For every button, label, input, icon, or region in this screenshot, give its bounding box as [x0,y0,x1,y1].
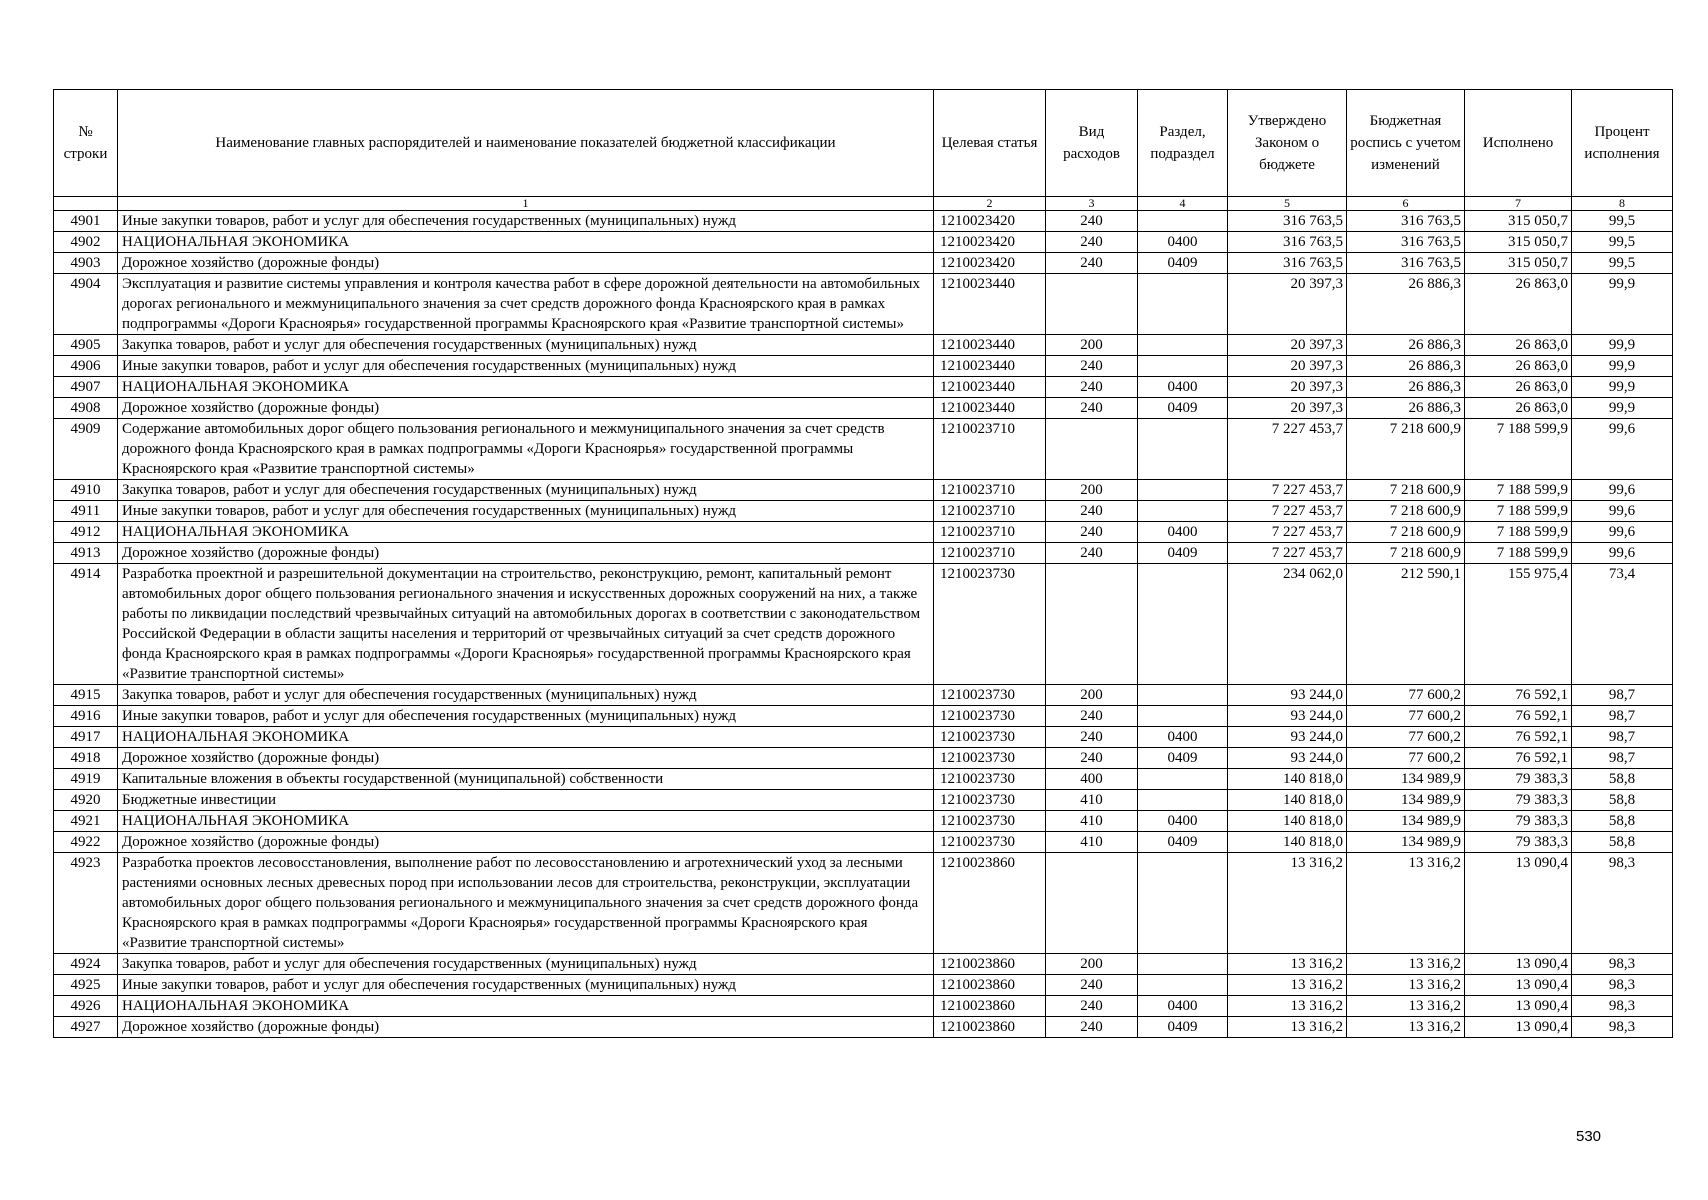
percent-cell: 98,3 [1572,954,1673,975]
approved-cell: 7 227 453,7 [1228,522,1347,543]
section-cell [1138,274,1228,335]
approved-cell: 20 397,3 [1228,335,1347,356]
table-row [54,748,1673,769]
target-article-cell: 1210023420 [934,232,1046,253]
table-row [54,356,1673,377]
executed-cell: 7 188 599,9 [1465,543,1572,564]
row-number-cell: 4922 [54,832,118,853]
executed-cell: 76 592,1 [1465,748,1572,769]
section-cell [1138,685,1228,706]
percent-cell: 58,8 [1572,790,1673,811]
target-article-cell: 1210023420 [934,253,1046,274]
executed-cell: 76 592,1 [1465,706,1572,727]
name-cell: Иные закупки товаров, работ и услуг для обеспечения государственных (муниципальных) нужд [118,975,934,996]
expense-kind-cell: 400 [1046,769,1138,790]
row-number-cell: 4923 [54,853,118,954]
section-cell: 0409 [1138,543,1228,564]
row-number-cell: 4902 [54,232,118,253]
percent-cell: 99,5 [1572,232,1673,253]
row-number-cell: 4920 [54,790,118,811]
header-target-article: Целевая статья [934,90,1046,197]
section-cell: 0409 [1138,1017,1228,1038]
expense-kind-cell: 240 [1046,706,1138,727]
table-row [54,954,1673,975]
approved-cell: 7 227 453,7 [1228,419,1347,480]
target-article-cell: 1210023730 [934,685,1046,706]
expense-kind-cell: 410 [1046,832,1138,853]
approved-cell: 13 316,2 [1228,853,1347,954]
target-article-cell: 1210023860 [934,954,1046,975]
budget-schedule-cell: 13 316,2 [1347,954,1465,975]
percent-cell: 98,3 [1572,853,1673,954]
name-cell: НАЦИОНАЛЬНАЯ ЭКОНОМИКА [118,522,934,543]
row-number-cell: 4919 [54,769,118,790]
expense-kind-cell: 240 [1046,211,1138,232]
page-number: 530 [1576,1128,1602,1145]
approved-cell: 13 316,2 [1228,996,1347,1017]
section-cell [1138,480,1228,501]
approved-cell: 140 818,0 [1228,832,1347,853]
executed-cell: 13 090,4 [1465,853,1572,954]
column-index: 7 [1465,197,1572,211]
row-number-cell: 4921 [54,811,118,832]
row-number-cell: 4906 [54,356,118,377]
row-number-cell: 4924 [54,954,118,975]
budget-schedule-cell: 316 763,5 [1347,232,1465,253]
budget-schedule-cell: 77 600,2 [1347,706,1465,727]
table-row [54,377,1673,398]
header-budget-schedule: Бюджетная роспись с учетом изменений [1347,90,1465,197]
header-row [54,90,1673,197]
section-cell: 0400 [1138,727,1228,748]
expense-kind-cell [1046,419,1138,480]
percent-cell: 98,7 [1572,748,1673,769]
expense-kind-cell: 240 [1046,543,1138,564]
budget-schedule-cell: 134 989,9 [1347,832,1465,853]
executed-cell: 315 050,7 [1465,211,1572,232]
name-cell: Закупка товаров, работ и услуг для обеспечения государственных (муниципальных) нужд [118,480,934,501]
executed-cell: 7 188 599,9 [1465,501,1572,522]
name-cell: Капитальные вложения в объекты государственной (муниципальной) собственности [118,769,934,790]
name-cell: Дорожное хозяйство (дорожные фонды) [118,398,934,419]
table-row [54,398,1673,419]
header-approved: Утверждено Законом о бюджете [1228,90,1347,197]
section-cell: 0400 [1138,522,1228,543]
budget-schedule-cell: 26 886,3 [1347,335,1465,356]
name-cell: НАЦИОНАЛЬНАЯ ЭКОНОМИКА [118,996,934,1017]
name-cell: Эксплуатация и развитие системы управления и контроля качества работ в сфере дорожной деятельности на автомобильных дорогах регионального и межмуниципального значения за счет средств дорожного фонда Красноярского края в рамках подпрограммы «Дороги Красноярья» государственной программы Красноярского края «Развитие транспортной системы» [118,274,934,335]
target-article-cell: 1210023730 [934,748,1046,769]
expense-kind-cell: 410 [1046,790,1138,811]
percent-cell: 98,3 [1572,1017,1673,1038]
percent-cell: 98,7 [1572,727,1673,748]
header-executed: Исполнено [1465,90,1572,197]
section-cell: 0400 [1138,996,1228,1017]
section-cell: 0409 [1138,748,1228,769]
executed-cell: 155 975,4 [1465,564,1572,685]
section-cell: 0400 [1138,811,1228,832]
approved-cell: 234 062,0 [1228,564,1347,685]
name-cell: НАЦИОНАЛЬНАЯ ЭКОНОМИКА [118,377,934,398]
table-row [54,335,1673,356]
percent-cell: 98,7 [1572,706,1673,727]
name-cell: Дорожное хозяйство (дорожные фонды) [118,253,934,274]
table-row [54,480,1673,501]
approved-cell: 140 818,0 [1228,790,1347,811]
executed-cell: 7 188 599,9 [1465,419,1572,480]
row-number-cell: 4905 [54,335,118,356]
header-section: Раздел, подраздел [1138,90,1228,197]
section-cell [1138,975,1228,996]
budget-schedule-cell: 7 218 600,9 [1347,480,1465,501]
approved-cell: 13 316,2 [1228,954,1347,975]
budget-schedule-cell: 7 218 600,9 [1347,501,1465,522]
expense-kind-cell: 240 [1046,727,1138,748]
table-row [54,811,1673,832]
name-cell: Иные закупки товаров, работ и услуг для обеспечения государственных (муниципальных) нужд [118,211,934,232]
name-cell: Содержание автомобильных дорог общего пользования регионального и межмуниципального значения за счет средств дорожного фонда Красноярского края в рамках подпрограммы «Дороги Красноярья» государственной программы Красноярского края «Развитие транспортной системы» [118,419,934,480]
budget-schedule-cell: 134 989,9 [1347,769,1465,790]
row-number-cell: 4925 [54,975,118,996]
approved-cell: 93 244,0 [1228,706,1347,727]
expense-kind-cell: 240 [1046,501,1138,522]
column-index: 8 [1572,197,1673,211]
row-number-cell: 4918 [54,748,118,769]
percent-cell: 98,7 [1572,685,1673,706]
executed-cell: 13 090,4 [1465,996,1572,1017]
section-cell [1138,790,1228,811]
percent-cell: 99,9 [1572,398,1673,419]
executed-cell: 13 090,4 [1465,954,1572,975]
expense-kind-cell [1046,274,1138,335]
executed-cell: 26 863,0 [1465,274,1572,335]
target-article-cell: 1210023420 [934,211,1046,232]
expense-kind-cell: 200 [1046,954,1138,975]
target-article-cell: 1210023440 [934,398,1046,419]
expense-kind-cell: 410 [1046,811,1138,832]
target-article-cell: 1210023710 [934,522,1046,543]
name-cell: Дорожное хозяйство (дорожные фонды) [118,832,934,853]
budget-schedule-cell: 7 218 600,9 [1347,522,1465,543]
name-cell: Дорожное хозяйство (дорожные фонды) [118,543,934,564]
approved-cell: 7 227 453,7 [1228,480,1347,501]
table-row [54,790,1673,811]
percent-cell: 73,4 [1572,564,1673,685]
column-index [54,197,118,211]
expense-kind-cell: 240 [1046,356,1138,377]
budget-execution-table [53,89,1673,1038]
approved-cell: 140 818,0 [1228,811,1347,832]
target-article-cell: 1210023860 [934,853,1046,954]
budget-schedule-cell: 26 886,3 [1347,398,1465,419]
budget-schedule-cell: 26 886,3 [1347,274,1465,335]
row-number-cell: 4911 [54,501,118,522]
approved-cell: 20 397,3 [1228,356,1347,377]
column-index-row [54,197,1673,211]
expense-kind-cell: 200 [1046,685,1138,706]
table-row [54,853,1673,954]
row-number-cell: 4908 [54,398,118,419]
percent-cell: 98,3 [1572,996,1673,1017]
target-article-cell: 1210023440 [934,356,1046,377]
budget-schedule-cell: 316 763,5 [1347,253,1465,274]
executed-cell: 13 090,4 [1465,1017,1572,1038]
percent-cell: 99,9 [1572,377,1673,398]
row-number-cell: 4901 [54,211,118,232]
executed-cell: 26 863,0 [1465,377,1572,398]
column-index: 1 [118,197,934,211]
expense-kind-cell: 200 [1046,335,1138,356]
target-article-cell: 1210023440 [934,274,1046,335]
percent-cell: 99,5 [1572,211,1673,232]
table-row [54,996,1673,1017]
budget-schedule-cell: 316 763,5 [1347,211,1465,232]
column-index: 6 [1347,197,1465,211]
section-cell [1138,853,1228,954]
target-article-cell: 1210023730 [934,832,1046,853]
executed-cell: 79 383,3 [1465,790,1572,811]
target-article-cell: 1210023440 [934,335,1046,356]
table-row [54,564,1673,685]
expense-kind-cell: 240 [1046,398,1138,419]
table-row [54,522,1673,543]
expense-kind-cell: 240 [1046,377,1138,398]
percent-cell: 99,6 [1572,480,1673,501]
name-cell: НАЦИОНАЛЬНАЯ ЭКОНОМИКА [118,811,934,832]
percent-cell: 99,6 [1572,543,1673,564]
percent-cell: 99,6 [1572,501,1673,522]
section-cell [1138,501,1228,522]
budget-schedule-cell: 7 218 600,9 [1347,543,1465,564]
row-number-cell: 4915 [54,685,118,706]
budget-schedule-cell: 77 600,2 [1347,748,1465,769]
budget-schedule-cell: 13 316,2 [1347,1017,1465,1038]
name-cell: Разработка проектной и разрешительной документации на строительство, реконструкцию, ремонт, капитальный ремонт автомобильных дорог общего пользования регионального значения и искусственных дорожных сооружений на них, а также работы по ликвидации последствий чрезвычайных ситуаций на автомобильных дорогах в соответствии с законодательством Российской Федерации в области защиты населения и территорий от чрезвычайных ситуаций за счет средств дорожного фонда Красноярского края в рамках подпрограммы «Дороги Красноярья» государственной программы Красноярского края «Развитие транспортной системы» [118,564,934,685]
section-cell: 0409 [1138,398,1228,419]
target-article-cell: 1210023730 [934,706,1046,727]
section-cell: 0409 [1138,832,1228,853]
target-article-cell: 1210023710 [934,501,1046,522]
name-cell: Закупка товаров, работ и услуг для обеспечения государственных (муниципальных) нужд [118,685,934,706]
row-number-cell: 4909 [54,419,118,480]
table-row [54,769,1673,790]
percent-cell: 99,5 [1572,253,1673,274]
budget-schedule-cell: 134 989,9 [1347,790,1465,811]
table-row [54,975,1673,996]
table-row [54,685,1673,706]
name-cell: Иные закупки товаров, работ и услуг для обеспечения государственных (муниципальных) нужд [118,356,934,377]
table-body [54,211,1673,1038]
executed-cell: 315 050,7 [1465,253,1572,274]
approved-cell: 20 397,3 [1228,398,1347,419]
target-article-cell: 1210023860 [934,1017,1046,1038]
header-name: Наименование главных распорядителей и наименование показателей бюджетной классификации [118,90,934,197]
budget-table-container [53,89,1673,1038]
expense-kind-cell [1046,564,1138,685]
budget-schedule-cell: 212 590,1 [1347,564,1465,685]
name-cell: Закупка товаров, работ и услуг для обеспечения государственных (муниципальных) нужд [118,954,934,975]
header-row-number: № строки [54,90,118,197]
target-article-cell: 1210023440 [934,377,1046,398]
approved-cell: 93 244,0 [1228,685,1347,706]
section-cell [1138,335,1228,356]
executed-cell: 7 188 599,9 [1465,480,1572,501]
name-cell: Дорожное хозяйство (дорожные фонды) [118,748,934,769]
name-cell: Бюджетные инвестиции [118,790,934,811]
expense-kind-cell: 240 [1046,748,1138,769]
approved-cell: 7 227 453,7 [1228,543,1347,564]
section-cell [1138,706,1228,727]
percent-cell: 99,9 [1572,335,1673,356]
table-row [54,727,1673,748]
table-row [54,501,1673,522]
row-number-cell: 4907 [54,377,118,398]
approved-cell: 20 397,3 [1228,274,1347,335]
row-number-cell: 4917 [54,727,118,748]
approved-cell: 316 763,5 [1228,211,1347,232]
table-row [54,706,1673,727]
budget-schedule-cell: 13 316,2 [1347,996,1465,1017]
percent-cell: 58,8 [1572,811,1673,832]
name-cell: Закупка товаров, работ и услуг для обеспечения государственных (муниципальных) нужд [118,335,934,356]
target-article-cell: 1210023730 [934,811,1046,832]
row-number-cell: 4910 [54,480,118,501]
header-percent: Процент исполнения [1572,90,1673,197]
name-cell: Иные закупки товаров, работ и услуг для обеспечения государственных (муниципальных) нужд [118,706,934,727]
executed-cell: 13 090,4 [1465,975,1572,996]
percent-cell: 99,9 [1572,274,1673,335]
row-number-cell: 4903 [54,253,118,274]
budget-schedule-cell: 26 886,3 [1347,356,1465,377]
row-number-cell: 4904 [54,274,118,335]
table-row [54,253,1673,274]
target-article-cell: 1210023710 [934,419,1046,480]
table-row [54,832,1673,853]
target-article-cell: 1210023710 [934,543,1046,564]
expense-kind-cell: 200 [1046,480,1138,501]
table-row [54,274,1673,335]
percent-cell: 58,8 [1572,769,1673,790]
name-cell: Дорожное хозяйство (дорожные фонды) [118,1017,934,1038]
row-number-cell: 4926 [54,996,118,1017]
column-index: 4 [1138,197,1228,211]
section-cell [1138,769,1228,790]
budget-schedule-cell: 7 218 600,9 [1347,419,1465,480]
target-article-cell: 1210023860 [934,996,1046,1017]
target-article-cell: 1210023730 [934,790,1046,811]
name-cell: НАЦИОНАЛЬНАЯ ЭКОНОМИКА [118,727,934,748]
executed-cell: 79 383,3 [1465,832,1572,853]
column-index: 3 [1046,197,1138,211]
approved-cell: 140 818,0 [1228,769,1347,790]
approved-cell: 20 397,3 [1228,377,1347,398]
target-article-cell: 1210023730 [934,727,1046,748]
executed-cell: 79 383,3 [1465,811,1572,832]
section-cell [1138,954,1228,975]
row-number-cell: 4913 [54,543,118,564]
executed-cell: 315 050,7 [1465,232,1572,253]
column-index: 5 [1228,197,1347,211]
name-cell: Разработка проектов лесовосстановления, выполнение работ по лесовосстановлению и агротехнический уход за лесными растениями основных лесных древесных пород при использовании лесов для строительства, реконструкции, эксплуатации автомобильных дорог общего пользования регионального и межмуниципального значения за счет средств дорожного фонда Красноярского края в рамках подпрограммы «Дороги Красноярья» государственной программы Красноярского края «Развитие транспортной системы» [118,853,934,954]
executed-cell: 26 863,0 [1465,356,1572,377]
executed-cell: 76 592,1 [1465,727,1572,748]
budget-schedule-cell: 77 600,2 [1347,727,1465,748]
table-row [54,419,1673,480]
row-number-cell: 4912 [54,522,118,543]
row-number-cell: 4914 [54,564,118,685]
expense-kind-cell: 240 [1046,1017,1138,1038]
section-cell [1138,419,1228,480]
percent-cell: 99,9 [1572,356,1673,377]
executed-cell: 26 863,0 [1465,398,1572,419]
table-row [54,211,1673,232]
name-cell: Иные закупки товаров, работ и услуг для обеспечения государственных (муниципальных) нужд [118,501,934,522]
approved-cell: 13 316,2 [1228,1017,1347,1038]
expense-kind-cell: 240 [1046,975,1138,996]
budget-schedule-cell: 13 316,2 [1347,853,1465,954]
target-article-cell: 1210023730 [934,564,1046,685]
expense-kind-cell: 240 [1046,253,1138,274]
section-cell: 0400 [1138,377,1228,398]
section-cell [1138,211,1228,232]
executed-cell: 26 863,0 [1465,335,1572,356]
header-expense-kind: Вид расходов [1046,90,1138,197]
approved-cell: 13 316,2 [1228,975,1347,996]
approved-cell: 93 244,0 [1228,748,1347,769]
budget-schedule-cell: 77 600,2 [1347,685,1465,706]
budget-schedule-cell: 13 316,2 [1347,975,1465,996]
approved-cell: 93 244,0 [1228,727,1347,748]
row-number-cell: 4916 [54,706,118,727]
percent-cell: 58,8 [1572,832,1673,853]
budget-schedule-cell: 26 886,3 [1347,377,1465,398]
executed-cell: 76 592,1 [1465,685,1572,706]
percent-cell: 98,3 [1572,975,1673,996]
expense-kind-cell: 240 [1046,232,1138,253]
column-index: 2 [934,197,1046,211]
table-row [54,1017,1673,1038]
table-row [54,232,1673,253]
approved-cell: 316 763,5 [1228,232,1347,253]
expense-kind-cell [1046,853,1138,954]
expense-kind-cell: 240 [1046,522,1138,543]
target-article-cell: 1210023860 [934,975,1046,996]
target-article-cell: 1210023710 [934,480,1046,501]
executed-cell: 79 383,3 [1465,769,1572,790]
section-cell [1138,356,1228,377]
target-article-cell: 1210023730 [934,769,1046,790]
expense-kind-cell: 240 [1046,996,1138,1017]
percent-cell: 99,6 [1572,522,1673,543]
approved-cell: 7 227 453,7 [1228,501,1347,522]
executed-cell: 7 188 599,9 [1465,522,1572,543]
name-cell: НАЦИОНАЛЬНАЯ ЭКОНОМИКА [118,232,934,253]
table-row [54,543,1673,564]
section-cell: 0400 [1138,232,1228,253]
section-cell: 0409 [1138,253,1228,274]
budget-schedule-cell: 134 989,9 [1347,811,1465,832]
percent-cell: 99,6 [1572,419,1673,480]
section-cell [1138,564,1228,685]
row-number-cell: 4927 [54,1017,118,1038]
approved-cell: 316 763,5 [1228,253,1347,274]
